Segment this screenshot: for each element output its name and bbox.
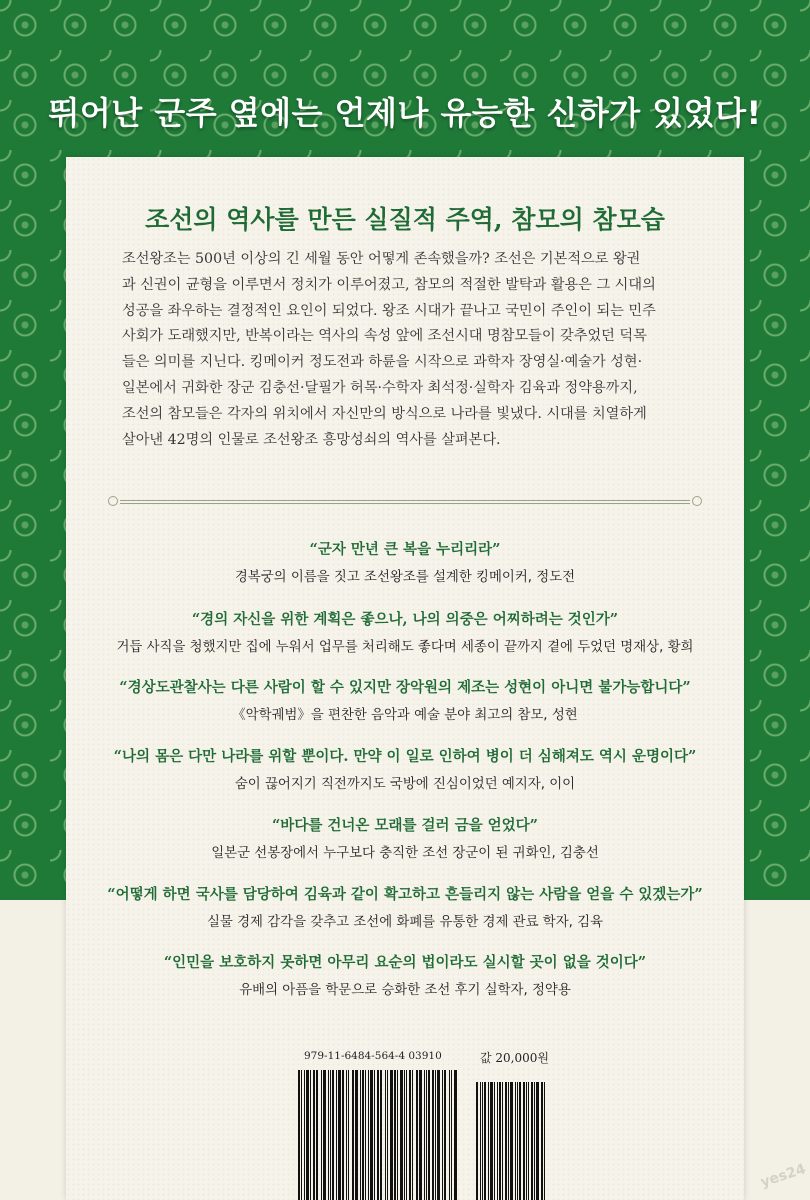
barcode-bar: [365, 1070, 366, 1200]
barcode-bar: [298, 1070, 300, 1200]
barcode-bar: [406, 1070, 407, 1200]
barcode-bar: [419, 1070, 422, 1200]
barcode-bar: [510, 1082, 513, 1200]
barcode-bar: [316, 1070, 318, 1200]
barcode-bar: [368, 1070, 369, 1200]
barcode-bar: [355, 1070, 358, 1200]
barcode-bar: [336, 1070, 337, 1200]
barcode-bar: [432, 1070, 434, 1200]
quote-entry: [0, 951, 810, 998]
ornamental-divider: [108, 494, 702, 508]
intro-paragraph: [122, 247, 688, 453]
barcode-bar: [328, 1070, 329, 1200]
barcode-bar: [412, 1070, 413, 1200]
barcode-bar: [437, 1070, 440, 1200]
quote-attribution: 거듭 사직을 청했지만 집에 누워서 업무를 처리해도 좋다며 세종이 끝까지 곁에 두었던 명재상, 황희: [116, 640, 694, 655]
barcode-bar: [482, 1082, 483, 1200]
barcode-bar: [348, 1070, 349, 1200]
intro-line: 사회가 도래했지만, 반복이라는 역사의 속성 앞에 조선시대 명참모들이 갖추었던 덕목: [122, 328, 647, 345]
barcode-bar: [435, 1070, 436, 1200]
quote-text: “경상도관찰사는 다른 사람이 할 수 있지만 장악원의 제조는 성현이 아니면 불가능합니다”: [119, 679, 691, 696]
barcode-bar: [374, 1070, 375, 1200]
barcode-bar: [497, 1082, 498, 1200]
barcode-bar: [534, 1082, 535, 1200]
barcode-bar: [404, 1070, 405, 1200]
barcode-bar: [416, 1070, 418, 1200]
barcode-bar: [442, 1070, 443, 1200]
intro-line: 들은 의미를 지닌다. 킹메이커 정도전과 하륜을 시작으로 과학자 장영실·예술가 성현·: [122, 354, 643, 371]
quote-attribution: 숨이 끊어지기 직전까지도 국방에 진심이었던 예지자, 이이: [234, 777, 576, 792]
barcode-bar: [380, 1070, 382, 1200]
barcode-bar: [400, 1070, 403, 1200]
quote-entry: [0, 676, 810, 723]
barcode-bar: [313, 1070, 315, 1200]
quote-entry: [0, 608, 810, 655]
barcode-bar: [526, 1082, 527, 1200]
barcode-bar: [502, 1082, 503, 1200]
barcode-bar: [323, 1070, 326, 1200]
barcode-bar: [484, 1082, 486, 1200]
barcode-bar: [338, 1070, 341, 1200]
yes24-watermark: yes24: [758, 1161, 808, 1191]
barcode-bar: [385, 1070, 386, 1200]
barcode-bar: [449, 1070, 450, 1200]
barcode-bar: [528, 1082, 529, 1200]
barcode-bar: [480, 1082, 481, 1200]
barcode-bar: [488, 1082, 489, 1200]
barcode-bar: [390, 1070, 393, 1200]
quote-entry: [0, 883, 810, 930]
barcode-bar: [515, 1082, 516, 1200]
barcode-bar: [426, 1070, 427, 1200]
barcode-bar: [304, 1070, 305, 1200]
panel-title: 조선의 역사를 만든 실질적 주역, 참모의 참모습: [145, 205, 665, 234]
divider-rule: [120, 500, 690, 501]
barcode-bar: [310, 1070, 311, 1200]
quote-attribution: 경복궁의 이름을 짓고 조선왕조를 설계한 킹메이커, 정도전: [234, 570, 576, 585]
barcode-bar: [541, 1082, 543, 1200]
quote-text: “어떻게 하면 국사를 담당하여 김육과 같이 확고하고 흔들리지 않는 사람을 얻을 수 있겠는가”: [107, 886, 703, 903]
barcode-bar: [394, 1070, 396, 1200]
quote-entry: [0, 538, 810, 585]
quote-entry: [0, 814, 810, 861]
barcode-bar: [377, 1070, 379, 1200]
barcode-bar: [387, 1070, 388, 1200]
cover-headline: 뛰어난 군주 옆에는 언제나 유능한 신하가 있었다!: [48, 94, 762, 132]
barcode-bar: [499, 1082, 501, 1200]
quote-attribution: 실물 경제 감각을 갖추고 조선에 화폐를 유통한 경제 관료 학자, 김육: [206, 915, 604, 930]
intro-line: 과 신권이 균형을 이루면서 정치가 이루어졌고, 참모의 적절한 발탁과 활용은 그 시대의: [122, 276, 656, 293]
barcode-bar: [444, 1070, 446, 1200]
barcode-bar: [360, 1070, 361, 1200]
barcode-bar: [362, 1070, 364, 1200]
barcode-bar: [517, 1082, 518, 1200]
barcode-bar: [397, 1070, 398, 1200]
barcode-bar: [494, 1082, 495, 1200]
divider-ornament: [692, 496, 702, 506]
intro-line: 성공을 좌우하는 결정적인 요인이 되었다. 왕조 시대가 끝나고 국민이 주인이 되는 민주: [122, 302, 656, 319]
intro-line: 일본에서 귀화한 장군 김충선·달필가 허목·수학자 최석정·실학자 김육과 정약용까지,: [122, 379, 638, 396]
intro-line: 조선왕조는 500년 이상의 긴 세월 동안 어떻게 존속했을까? 조선은 기본적으로 왕권: [122, 251, 641, 267]
barcode-bar: [428, 1070, 430, 1200]
quote-text: “바다를 건너온 모래를 걸러 금을 얻었다”: [271, 817, 539, 834]
quote-text: “군자 만년 큰 복을 누리리라”: [309, 541, 501, 558]
barcode-bar: [424, 1070, 425, 1200]
barcode: [298, 1070, 558, 1200]
barcode-bar: [536, 1082, 539, 1200]
quote-attribution: 유배의 아픔을 학문으로 승화한 조선 후기 실학자, 정약용: [239, 983, 571, 998]
price-label: 값 20,000원: [480, 1051, 549, 1065]
barcode-bar: [352, 1070, 354, 1200]
quote-text: “경의 자신을 위한 계획은 좋으나, 나의 의중은 어찌하려는 것인가”: [191, 611, 619, 628]
barcode-bar: [531, 1082, 533, 1200]
barcode-bar: [342, 1070, 344, 1200]
barcode-bar: [330, 1070, 331, 1200]
intro-line: 조선의 참모들은 각자의 위치에서 자신만의 방식으로 나라를 빛냈다. 시대를 치열하게: [122, 405, 647, 422]
barcode-bar: [306, 1070, 309, 1200]
barcode-bar: [451, 1070, 452, 1200]
quote-text: “나의 몸은 다만 나라를 위할 뿐이다. 만약 이 일로 인하여 병이 더 심해져도 역시 운명이다”: [113, 748, 697, 765]
barcode-bar: [370, 1070, 373, 1200]
barcode-bar: [454, 1070, 457, 1200]
barcode-bar: [519, 1082, 521, 1200]
barcode-bar: [544, 1082, 545, 1200]
quote-attribution: 《악학궤범》을 편찬한 음악과 예술 분야 최고의 참모, 성현: [232, 708, 578, 723]
barcode-bar: [523, 1082, 525, 1200]
quote-text: “인민을 보호하지 못하면 아무리 요순의 법이라도 실시할 곳이 없을 것이다”: [163, 954, 647, 971]
divider-ornament: [108, 496, 118, 506]
isbn-number: 979-11-6484-564-4 03910: [304, 1050, 442, 1062]
barcode-bar: [508, 1082, 509, 1200]
barcode-bar: [505, 1082, 507, 1200]
barcode-bar: [409, 1070, 411, 1200]
barcode-bar: [476, 1082, 478, 1200]
quote-entry: [0, 745, 810, 792]
intro-line: 살아낸 42명의 인물로 조선왕조 흥망성쇠의 역사를 살펴본다.: [122, 431, 501, 448]
barcode-bar: [346, 1070, 347, 1200]
barcode-bar: [301, 1070, 302, 1200]
barcode-bar: [332, 1070, 334, 1200]
quote-attribution: 일본군 선봉장에서 누구보다 충직한 조선 장군이 된 귀화인, 김충선: [211, 846, 599, 861]
barcode-bar: [490, 1082, 493, 1200]
divider-rule: [120, 503, 690, 504]
barcode-bar: [321, 1070, 322, 1200]
